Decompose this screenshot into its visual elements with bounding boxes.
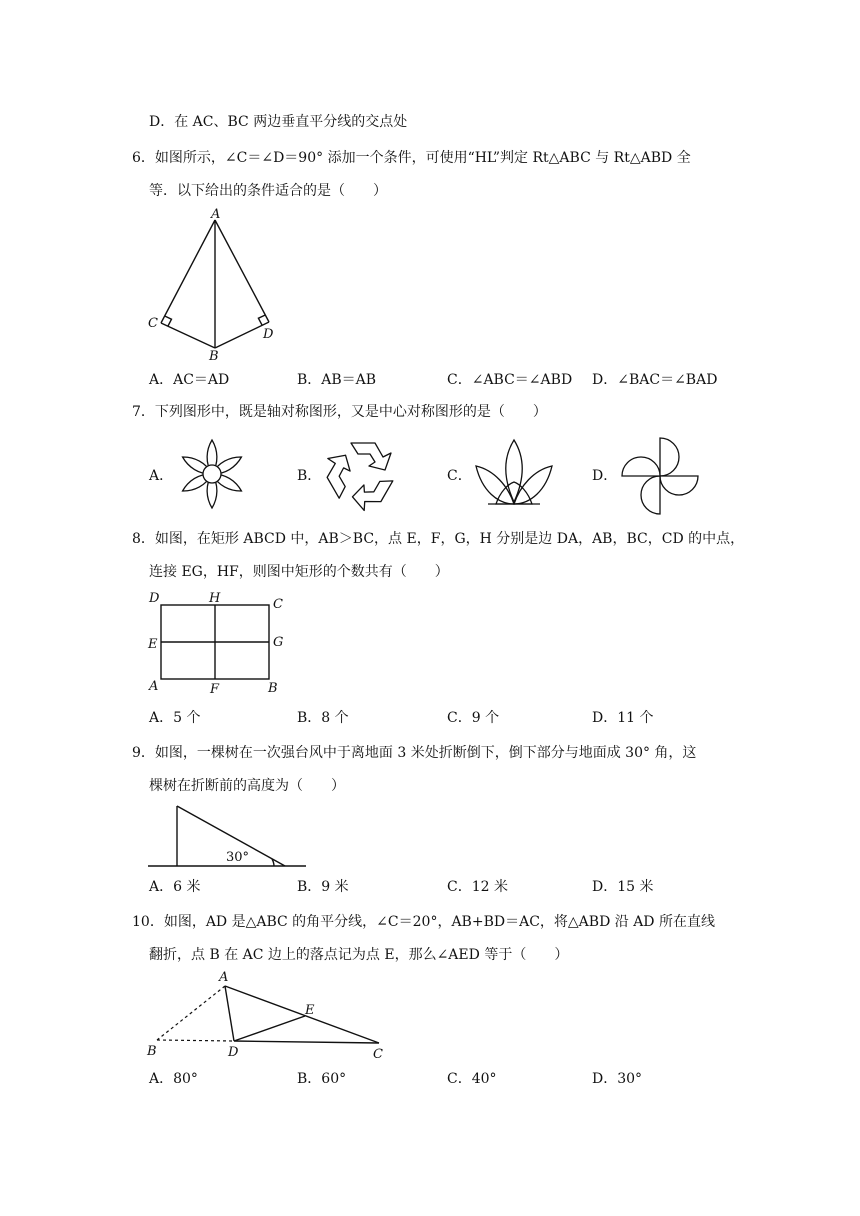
q10-label-d: D bbox=[228, 1045, 239, 1060]
q6-label-b: B bbox=[209, 349, 219, 364]
q8-label-b: B bbox=[268, 681, 278, 696]
q8-option-d: D．11 个 bbox=[592, 710, 654, 726]
q10-label-a: A bbox=[219, 970, 229, 985]
q10-stem-line2: 翻折，点 B 在 AC 边上的落点记为点 E，那么∠AED 等于（ ） bbox=[149, 947, 569, 963]
q5-option-d: D．在 AC、BC 两边垂直平分线的交点处 bbox=[149, 114, 408, 130]
q8-stem-line2: 连接 EG，HF，则图中矩形的个数共有（ ） bbox=[149, 564, 449, 580]
q9-stem-line2: 棵树在折断前的高度为（ ） bbox=[149, 778, 345, 794]
q6-stem-line2: 等．以下给出的条件适合的是（ ） bbox=[149, 183, 387, 199]
q6-label-d: D bbox=[263, 327, 274, 342]
q8-label-h: H bbox=[209, 591, 221, 606]
q7-option-b-letter: B． bbox=[297, 468, 322, 484]
q9-angle-label: 30° bbox=[226, 850, 250, 865]
q10-option-a: A．80° bbox=[149, 1071, 198, 1087]
q10-options bbox=[149, 1069, 769, 1089]
q9-option-a: A．6 米 bbox=[149, 879, 201, 895]
q8-option-a: A．5 个 bbox=[149, 710, 201, 726]
q10-figure-triangle bbox=[145, 968, 390, 1063]
q6-label-c: C bbox=[148, 316, 158, 331]
q10-option-d: D．30° bbox=[592, 1071, 643, 1087]
q7-option-d-letter: D． bbox=[592, 468, 618, 484]
q8-label-f: F bbox=[210, 682, 220, 697]
q6-option-d: D．∠BAC＝∠BAD bbox=[592, 372, 718, 388]
lotus-icon bbox=[474, 436, 554, 512]
q9-stem-line1: 9．如图，一棵树在一次强台风中于离地面 3 米处折断倒下，倒下部分与地面成 30° 角，这 bbox=[132, 745, 697, 761]
q9-option-b: B．9 米 bbox=[297, 879, 349, 895]
q8-figure-rectangle bbox=[145, 588, 295, 698]
q6-figure-kite bbox=[145, 205, 285, 365]
q10-label-c: C bbox=[373, 1047, 383, 1062]
q10-option-b: B．60° bbox=[297, 1071, 347, 1087]
flower-icon bbox=[176, 438, 248, 510]
q9-option-d: D．15 米 bbox=[592, 879, 654, 895]
q8-label-d: D bbox=[149, 591, 160, 606]
q10-label-e: E bbox=[305, 1003, 315, 1018]
q6-options bbox=[149, 370, 769, 390]
q8-option-c: C．9 个 bbox=[447, 710, 500, 726]
q9-figure-tree bbox=[148, 800, 308, 872]
q8-option-b: B．8 个 bbox=[297, 710, 349, 726]
q6-label-a: A bbox=[211, 207, 221, 222]
q7-option-a-letter: A． bbox=[149, 468, 174, 484]
q8-label-c: C bbox=[273, 597, 283, 612]
q8-label-a: A bbox=[149, 679, 159, 694]
q10-option-c: C．40° bbox=[447, 1071, 497, 1087]
q7-stem: 7．下列图形中，既是轴对称图形，又是中心对称图形的是（ ） bbox=[132, 404, 547, 420]
q7-option-c-letter: C． bbox=[447, 468, 472, 484]
q8-label-g: G bbox=[273, 635, 284, 650]
recycle-arrows-icon bbox=[324, 438, 398, 510]
q6-option-b: B．AB＝AB bbox=[297, 372, 377, 388]
q6-stem-line1: 6．如图所示，∠C＝∠D＝90° 添加一个条件，可使用“HL”判定 Rt△ABC 与 Rt△ABD 全 bbox=[132, 150, 691, 166]
pinwheel-icon bbox=[620, 436, 700, 516]
q8-stem-line1: 8．如图，在矩形 ABCD 中，AB＞BC，点 E，F，G，H 分别是边 DA，AB，BC，CD 的中点， bbox=[132, 531, 745, 547]
q8-options bbox=[149, 708, 769, 728]
q8-label-e: E bbox=[148, 637, 158, 652]
q6-option-a: A．AC＝AD bbox=[149, 372, 230, 388]
q10-stem-line1: 10．如图，AD 是△ABC 的角平分线，∠C＝20°，AB+BD＝AC，将△ABD 沿 AD 所在直线 bbox=[132, 914, 715, 930]
q6-option-c: C．∠ABC＝∠ABD bbox=[447, 372, 573, 388]
q10-label-b: B bbox=[147, 1044, 157, 1059]
q9-option-c: C．12 米 bbox=[447, 879, 508, 895]
q9-options bbox=[149, 877, 769, 897]
